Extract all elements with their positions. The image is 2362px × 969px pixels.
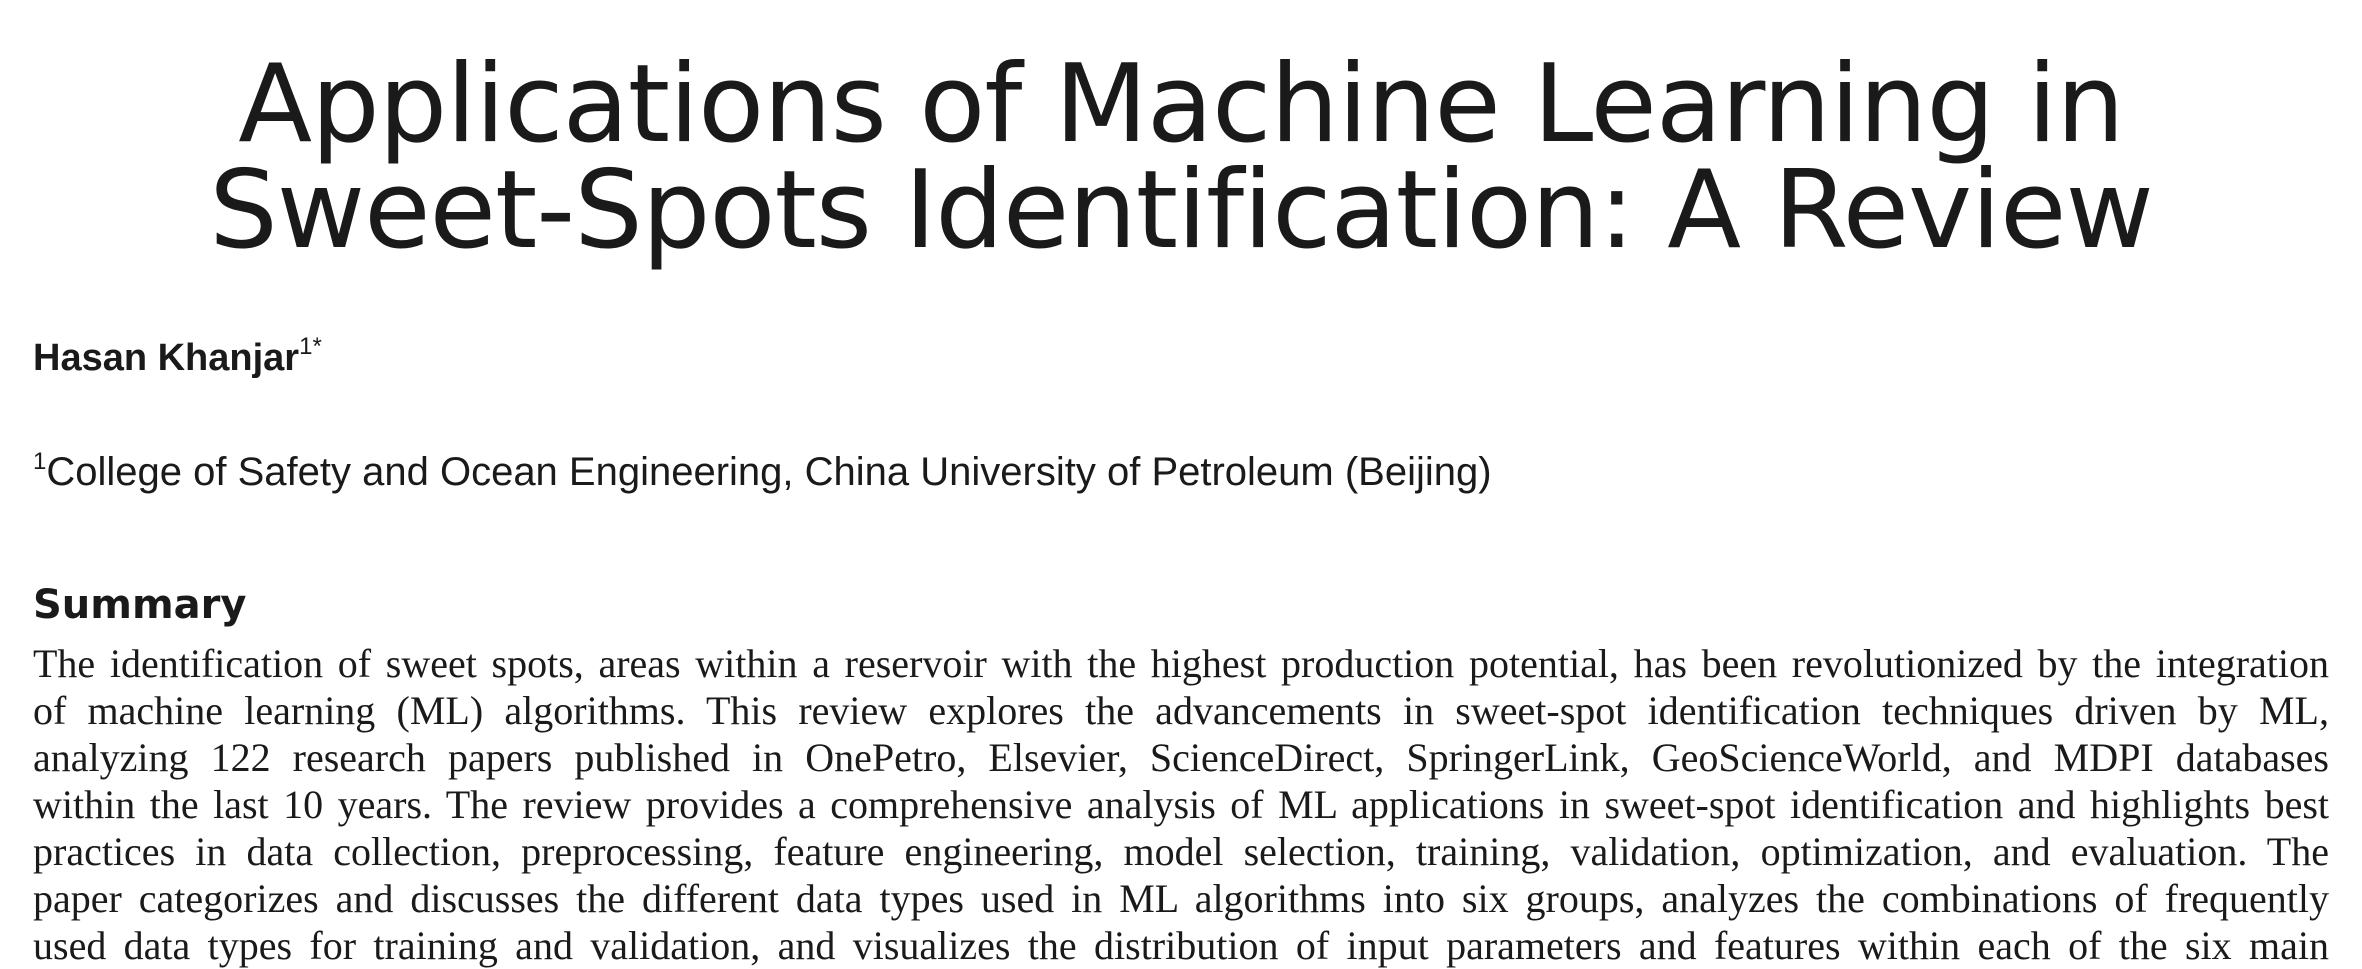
summary-line: The identification of sweet spots, areas within a reservoir with the highest production potential, has been revolutionized by the integration	[33, 641, 2329, 686]
summary-line: practices in data collection, preprocessing, feature engineering, model selection, training, validation, optimization, and evaluation. The	[33, 829, 2329, 874]
affiliation-text: College of Safety and Ocean Engineering, China University of Petroleum (Beijing)	[46, 450, 1492, 494]
summary-line: within the last 10 years. The review provides a comprehensive analysis of ML applications in sweet-spot identification and highlights best	[33, 782, 2329, 827]
summary-paragraph	[33, 640, 2329, 969]
summary-line: used data types for training and validation, and visualizes the distribution of input parameters and features within each of the six main	[33, 923, 2329, 968]
author-name: Hasan Khanjar	[33, 337, 300, 379]
summary-line: paper categorizes and discusses the different data types used in ML algorithms into six groups, analyzes the combinations of frequently	[33, 876, 2329, 921]
paper-title	[0, 42, 2362, 273]
summary-heading: Summary	[33, 582, 247, 628]
author-line	[33, 335, 322, 386]
author-marker: 1*	[299, 333, 322, 360]
title-line-1: Applications of Machine Learning in	[238, 42, 2124, 167]
summary-line: analyzing 122 research papers published in OnePetro, Elsevier, ScienceDirect, SpringerLink, GeoScienceWorld, and MDPI databases	[33, 735, 2329, 780]
affiliation-line	[33, 448, 1492, 502]
affiliation-marker: 1	[33, 448, 47, 475]
title-line-2: Sweet-Spots Identification: A Review	[209, 148, 2153, 273]
summary-line: of machine learning (ML) algorithms. This review explores the advancements in sweet-spot identification techniques driven by ML,	[33, 688, 2329, 733]
